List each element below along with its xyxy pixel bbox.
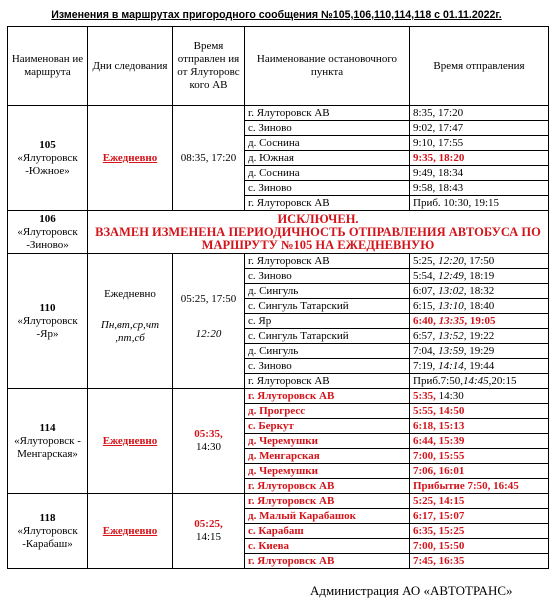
route-110-departure-cell	[173, 254, 245, 389]
stop-name: с. Беркут	[245, 419, 410, 434]
stop-name: с. Яр	[245, 314, 410, 329]
table-header-row	[8, 27, 549, 106]
stop-time: 7:19, 14:14, 19:44	[410, 359, 549, 374]
document-title: Изменения в маршрутах пригородного сообщения №105,106,110,114,118 с 01.11.2022г.	[51, 9, 502, 21]
stop-time: 9:10, 17:55	[410, 136, 549, 151]
stop-time: 5:54, 12:49, 18:19	[410, 269, 549, 284]
stop-name: д. Южная	[245, 151, 410, 166]
route-114-days-cell	[88, 389, 173, 494]
route-114-departure-cell	[173, 389, 245, 494]
route-118-days-cell	[88, 494, 173, 569]
header-stop-time: Время отправления	[410, 27, 549, 106]
stop-name: г. Ялуторовск АВ	[245, 554, 410, 569]
stop-name: с. Карабаш	[245, 524, 410, 539]
stop-time: 6:17, 15:07	[410, 509, 549, 524]
stop-name: г. Ялуторовск АВ	[245, 479, 410, 494]
days-label: Ежедневно	[102, 524, 158, 537]
route-number: 106	[39, 212, 56, 225]
route-105-name-cell	[8, 106, 88, 211]
days-label: Ежедневно	[102, 434, 158, 447]
route-number: 114	[39, 421, 56, 434]
route-114-name-cell	[8, 389, 88, 494]
stop-time: 6:15, 13:10, 18:40	[410, 299, 549, 314]
stop-time: Приб.7:50,14:45,20:15	[410, 374, 549, 389]
stop-name: с. Сингуль Татарский	[245, 299, 410, 314]
stop-name: д. Соснина	[245, 166, 410, 181]
table-row	[8, 211, 549, 254]
stop-name: с. Киева	[245, 539, 410, 554]
header-days: Дни следования	[88, 27, 173, 106]
stop-name: с. Зиново	[245, 181, 410, 196]
route-110-name-cell	[8, 254, 88, 389]
route-name: «Ялуторовск -Яр»	[17, 314, 78, 340]
stop-name: д. Прогресс	[245, 404, 410, 419]
stop-time: 7:45, 16:35	[410, 554, 549, 569]
departure-main: 05:25, 17:50	[180, 293, 237, 305]
stop-time: 6:18, 15:13	[410, 419, 549, 434]
departure-changed: 05:35,	[194, 428, 223, 440]
days-label: Ежедневно	[104, 287, 156, 300]
stop-time: 7:00, 15:55	[410, 449, 549, 464]
stop-time: 7:06, 16:01	[410, 464, 549, 479]
stop-name: д. Малый Карабашок	[245, 509, 410, 524]
route-105-departure-cell: 08:35, 17:20	[173, 106, 245, 211]
departure-unchanged: 14:15	[195, 531, 222, 543]
departure-alt: 12:20	[195, 328, 222, 340]
stop-name: г. Ялуторовск АВ	[245, 196, 410, 211]
departure-changed: 05:25,	[194, 518, 223, 530]
stop-time: 6:44, 15:39	[410, 434, 549, 449]
schedule-table	[7, 26, 549, 569]
route-number: 105	[39, 138, 56, 151]
stop-name: д. Сингуль	[245, 344, 410, 359]
table-row	[8, 106, 549, 121]
header-stop-name: Наименование остановочного пункта	[245, 27, 410, 106]
stop-time: 6:07, 13:02, 18:32	[410, 284, 549, 299]
route-name: «Ялуторовск -Зиново»	[17, 225, 78, 251]
stop-time: 8:35, 17:20	[410, 106, 549, 121]
stop-time: 7:04, 13:59, 19:29	[410, 344, 549, 359]
stop-name: с. Зиново	[245, 359, 410, 374]
days-label: Ежедневно	[102, 151, 158, 164]
stop-name: г. Ялуторовск АВ	[245, 254, 410, 269]
stop-time: Прибытие 7:50, 16:45	[410, 479, 549, 494]
route-name: «Ялуторовск -Карабаш»	[17, 524, 78, 550]
days-label-alt: Пн,вт,ср,чт ,пт,сб	[100, 318, 160, 344]
stop-name: г. Ялуторовск АВ	[245, 374, 410, 389]
footer-signature: Администрация АО «АВТОТРАНС»	[310, 583, 513, 598]
stop-name: д. Менгарская	[245, 449, 410, 464]
stop-time: 9:35, 18:20	[410, 151, 549, 166]
stop-name: с. Сингуль Татарский	[245, 329, 410, 344]
route-118-name-cell	[8, 494, 88, 569]
stop-time: 7:00, 15:50	[410, 539, 549, 554]
stop-time: Приб. 10:30, 19:15	[410, 196, 549, 211]
table-row	[8, 389, 549, 404]
stop-time: 9:49, 18:34	[410, 166, 549, 181]
route-105-days-cell	[88, 106, 173, 211]
stop-name: с. Зиново	[245, 121, 410, 136]
stop-time: 5:25, 14:15	[410, 494, 549, 509]
excluded-label: ИСКЛЮЧЕН.	[277, 211, 359, 226]
stop-time: 6:40, 13:35, 19:05	[410, 314, 549, 329]
route-number: 110	[39, 301, 56, 314]
route-name: «Ялуторовск -Южное»	[17, 151, 78, 177]
route-name: «Ялуторовск - Менгарская»	[14, 434, 81, 460]
header-route-name: Наименован ие маршрута	[8, 27, 88, 106]
route-number: 118	[39, 511, 56, 524]
stop-name: г. Ялуторовск АВ	[245, 494, 410, 509]
stop-time: 5:25, 12:20, 17:50	[410, 254, 549, 269]
route-110-days-cell	[88, 254, 173, 389]
header-departure: Время отправлен ия от Ялуторовс кого АВ	[173, 27, 245, 106]
replacement-note: ВЗАМЕН ИЗМЕНЕНА ПЕРИОДИЧНОСТЬ ОТПРАВЛЕНИЯ АВТОБУСА ПО МАРШРУТУ №105 НА ЕЖЕДНЕВНУЮ	[95, 224, 541, 252]
stop-time: 6:57, 13:52, 19:22	[410, 329, 549, 344]
stop-name: д. Черемушки	[245, 434, 410, 449]
stop-name: д. Соснина	[245, 136, 410, 151]
stop-name: д. Сингуль	[245, 284, 410, 299]
stop-name: г. Ялуторовск АВ	[245, 106, 410, 121]
route-106-exclusion-note	[88, 211, 549, 254]
departure-unchanged: 14:30	[195, 441, 222, 453]
route-118-departure-cell	[173, 494, 245, 569]
stop-time: 9:02, 17:47	[410, 121, 549, 136]
stop-time: 6:35, 15:25	[410, 524, 549, 539]
route-106-name-cell	[8, 211, 88, 254]
stop-time: 5:55, 14:50	[410, 404, 549, 419]
stop-time: 9:58, 18:43	[410, 181, 549, 196]
table-row	[8, 254, 549, 269]
stop-name: д. Черемушки	[245, 464, 410, 479]
stop-name: с. Зиново	[245, 269, 410, 284]
stop-name: г. Ялуторовск АВ	[245, 389, 410, 404]
stop-time: 5:35, 14:30	[410, 389, 549, 404]
table-row	[8, 494, 549, 509]
